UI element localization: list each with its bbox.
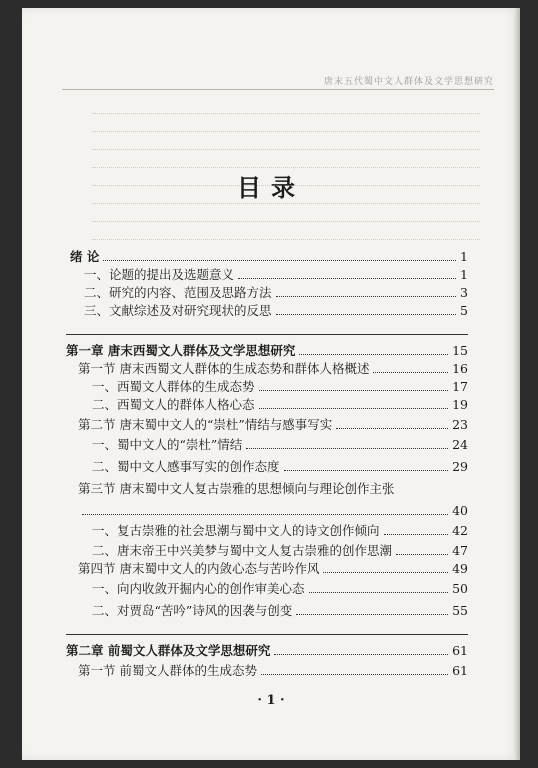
toc-page-number: 23: [452, 417, 468, 432]
toc-chapter-entry: [66, 642, 468, 660]
page-edge: [514, 8, 520, 760]
toc-entry-label: 二、唐末帝王中兴美梦与蜀中文人复古崇雅的创作思潮: [92, 543, 393, 558]
leader-dots: [246, 448, 448, 449]
toc-entry: [92, 542, 468, 560]
leader-dots: [396, 554, 448, 555]
toc-entry: [92, 458, 468, 476]
leader-dots: [103, 260, 456, 261]
leader-dots: [309, 592, 449, 593]
toc-page-number: 3: [460, 285, 468, 300]
toc-page-number: 16: [452, 361, 468, 376]
toc-page-number: 19: [452, 397, 468, 412]
chapter-divider: [66, 634, 468, 635]
toc-page-number: 1: [460, 267, 468, 282]
toc-entry-label: 第一章 唐末西蜀文人群体及文学思想研究: [66, 343, 296, 358]
toc-page-number: 49: [452, 561, 468, 576]
toc-page-number: 50: [452, 581, 468, 596]
toc-entry-label: 第三节 唐末蜀中文人复古崇雅的思想倾向与理论创作主张: [78, 481, 395, 496]
toc-entry: [84, 302, 468, 320]
toc-entry: [78, 480, 468, 498]
toc-entry-label: 一、复古崇雅的社会思潮与蜀中文人的诗文创作倾向: [92, 523, 380, 538]
toc-entry: [78, 662, 468, 680]
toc-page-number: 1: [460, 249, 468, 264]
toc-entry: [92, 378, 468, 396]
toc-entry-label: 第一节 前蜀文人群体的生成态势: [78, 663, 257, 678]
running-header: 唐末五代蜀中文人群体及文学思想研究: [62, 74, 494, 90]
toc-entry-label: 一、蜀中文人的“崇杜”情结: [92, 437, 243, 452]
toc-entry-label: 三、文献综述及对研究现状的反思: [84, 303, 272, 318]
toc-chapter-entry: [70, 248, 468, 266]
chapter-divider: [66, 334, 468, 335]
toc-page-number: 24: [452, 437, 468, 452]
toc-entry: [84, 284, 468, 302]
toc-entry: [92, 436, 468, 454]
toc-entry: [78, 502, 468, 520]
leader-dots: [296, 614, 448, 615]
leader-dots: [274, 654, 448, 655]
toc-entry-label: 第一节 唐末西蜀文人群体的生成态势和群体人格概述: [78, 361, 370, 376]
toc-page-number: 29: [452, 459, 468, 474]
toc-entry: [92, 602, 468, 620]
book-page: [22, 8, 520, 760]
toc-entry-label: 第二章 前蜀文人群体及文学思想研究: [66, 643, 271, 658]
toc-entry-label: 二、对贾岛“苦吟”诗风的因袭与创变: [92, 603, 293, 618]
leader-dots: [384, 534, 449, 535]
page-number: · 1 ·: [257, 693, 285, 708]
leader-dots: [276, 314, 457, 315]
toc-entry: [92, 396, 468, 414]
leader-dots: [259, 390, 449, 391]
toc-entry-label: 一、向内收敛开掘内心的创作审美心态: [92, 581, 305, 596]
leader-dots: [261, 674, 448, 675]
toc-entry: [92, 580, 468, 598]
toc-page-number: 17: [452, 379, 468, 394]
toc-title: 目录: [237, 173, 305, 202]
toc-page-number: 61: [452, 643, 468, 658]
toc-entry: [84, 266, 468, 284]
leader-dots: [238, 278, 456, 279]
leader-dots: [299, 354, 448, 355]
toc-page-number: 5: [460, 303, 468, 318]
toc-entry: [78, 360, 468, 378]
toc-page-number: 47: [452, 543, 468, 558]
toc-entry-label: 二、西蜀文人的群体人格心态: [92, 397, 255, 412]
toc-entry: [78, 560, 468, 578]
toc-entry-label: 绪 论: [70, 249, 100, 264]
toc-entry-label: 二、蜀中文人感事写实的创作态度: [92, 459, 280, 474]
toc-entry: [92, 522, 468, 540]
leader-dots: [284, 470, 449, 471]
toc-entry-label: 第二节 唐末蜀中文人的“崇杜”情结与感事写实: [78, 417, 333, 432]
leader-dots: [276, 296, 457, 297]
toc-entry-label: 一、论题的提出及选题意义: [84, 267, 235, 282]
toc-entry-label: 第四节 唐末蜀中文人的内敛心态与苦吟作风: [78, 561, 320, 576]
leader-dots: [259, 408, 449, 409]
leader-dots: [373, 372, 448, 373]
toc-entry-label: 一、西蜀文人群体的生成态势: [92, 379, 255, 394]
leader-dots: [323, 572, 448, 573]
toc-page-number: 55: [452, 603, 468, 618]
toc-chapter-entry: [66, 342, 468, 360]
toc-entry-label: 二、研究的内容、范围及思路方法: [84, 285, 272, 300]
toc-page-number: 40: [452, 503, 468, 518]
leader-dots: [336, 428, 448, 429]
toc-page-number: 15: [452, 343, 468, 358]
toc-page-number: 42: [452, 523, 468, 538]
toc-page-number: 61: [452, 663, 468, 678]
toc-entry: [78, 416, 468, 434]
leader-dots: [82, 514, 448, 515]
